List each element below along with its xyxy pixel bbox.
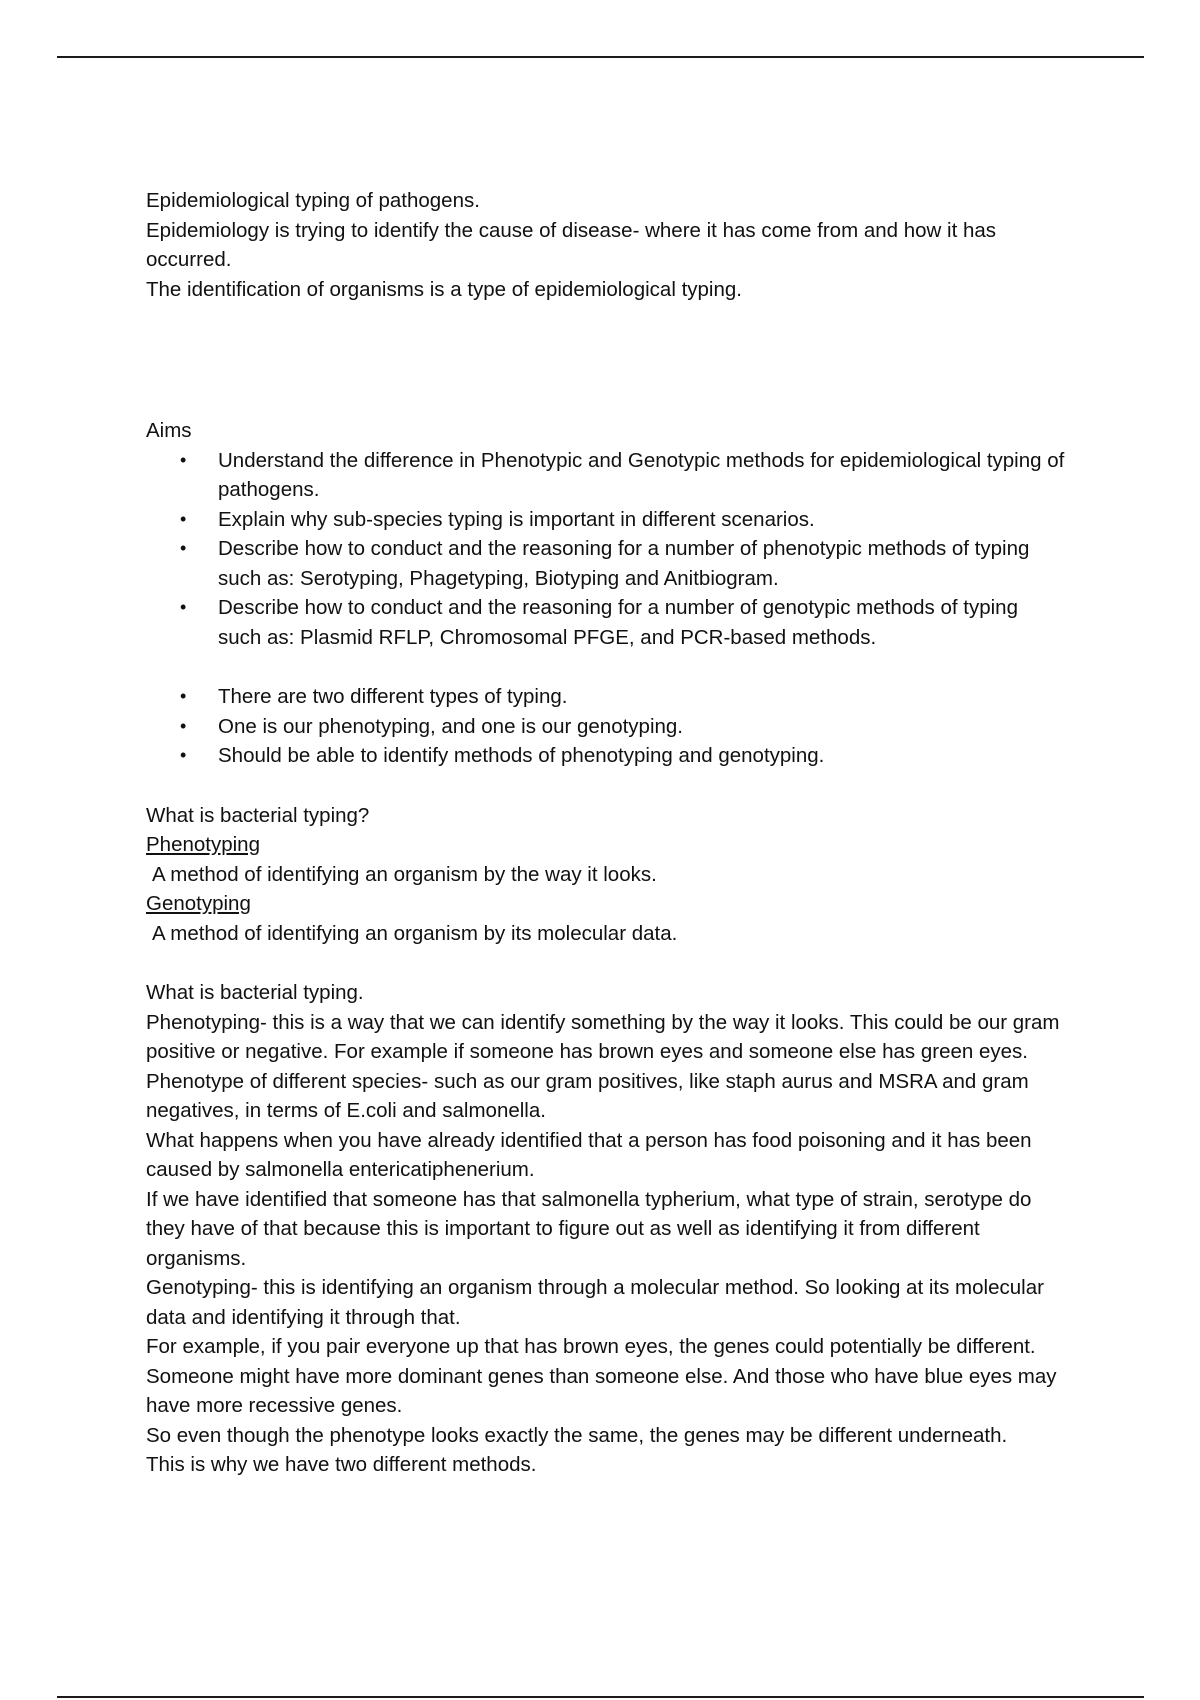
aims-heading: Aims	[146, 419, 192, 442]
spacer	[146, 771, 1066, 801]
bullet-icon: •	[180, 715, 187, 736]
spacer	[146, 652, 1066, 682]
body-paragraph: This is why we have two different methods.	[146, 1453, 537, 1476]
section-heading: What is bacterial typing.	[146, 981, 364, 1004]
body-paragraph: For example, if you pair everyone up that has brown eyes, the genes could potentially be different. Someone might have more dominant genes than someone else. And those who have blue eyes may have more recessive genes.	[146, 1335, 1057, 1417]
body-paragraph: Phenotyping- this is a way that we can identify something by the way it looks. This could be our gram positive or negative. For example if someone has brown eyes and someone else has green eyes.	[146, 1010, 1060, 1063]
body-paragraph: So even though the phenotype looks exactly the same, the genes may be different underneath.	[146, 1423, 1008, 1447]
bullet-icon: •	[180, 449, 187, 470]
list-item	[146, 534, 1066, 593]
list-item-text: One is our phenotyping, and one is our genotyping.	[218, 714, 683, 738]
notes-list	[146, 682, 1066, 771]
list-item-text: Describe how to conduct and the reasoning for a number of genotypic methods of typing such as: Plasmid RFLP, Chromosomal PFGE, and PCR-based methods.	[218, 596, 1018, 649]
list-item-text: Should be able to identify methods of phenotyping and genotyping.	[218, 744, 825, 767]
bullet-icon: •	[180, 508, 187, 529]
bullet-icon: •	[180, 745, 187, 765]
aims-list	[146, 446, 1066, 653]
footer-rule	[57, 1696, 1144, 1698]
phenotyping-label: Phenotyping	[146, 833, 260, 856]
bullet-icon: •	[180, 597, 187, 617]
bullet-icon: •	[180, 686, 187, 706]
list-item	[146, 712, 1066, 742]
list-item	[146, 446, 1066, 505]
genotyping-definition: A method of identifying an organism by its molecular data.	[152, 921, 678, 945]
intro-paragraph: The identification of organisms is a type of epidemiological typing.	[146, 277, 742, 301]
list-item-text: Understand the difference in Phenotypic and Genotypic methods for epidemiological typing of pathogens.	[218, 448, 1065, 501]
section-question: What is bacterial typing?	[146, 803, 370, 827]
list-item	[146, 682, 1066, 712]
document-title: Epidemiological typing of pathogens.	[146, 189, 480, 212]
bullet-icon: •	[180, 538, 187, 558]
body-paragraph: If we have identified that someone has that salmonella typherium, what type of strain, serotype do they have of that because this is important to figure out as well as identifying it from different organisms.	[146, 1187, 1032, 1270]
spacer	[146, 948, 1066, 978]
phenotyping-definition: A method of identifying an organism by the way it looks.	[152, 862, 657, 886]
list-item-text: There are two different types of typing.	[218, 685, 568, 708]
body-paragraph: What happens when you have already identified that a person has food poisoning and it has been caused by salmonella entericatiphenerium.	[146, 1128, 1032, 1181]
list-item-text: Describe how to conduct and the reasoning for a number of phenotypic methods of typing such as: Serotyping, Phagetyping, Biotyping and Anitbiogram.	[218, 537, 1030, 590]
document-body	[146, 186, 1066, 1480]
body-paragraph: Genotyping- this is identifying an organism through a molecular method. So looking at its molecular data and identifying it through that.	[146, 1276, 1044, 1329]
list-item	[146, 741, 1066, 771]
body-paragraph: Phenotype of different species- such as our gram positives, like staph aurus and MSRA and gram negatives, in terms of E.coli and salmonella.	[146, 1069, 1029, 1122]
intro-paragraph: Epidemiology is trying to identify the cause of disease- where it has come from and how it has occurred.	[146, 218, 997, 271]
list-item	[146, 505, 1066, 535]
genotyping-label: Genotyping	[146, 892, 251, 915]
spacer	[146, 304, 1066, 416]
header-rule	[57, 56, 1144, 58]
list-item	[146, 593, 1066, 652]
list-item-text: Explain why sub-species typing is important in different scenarios.	[218, 507, 815, 531]
